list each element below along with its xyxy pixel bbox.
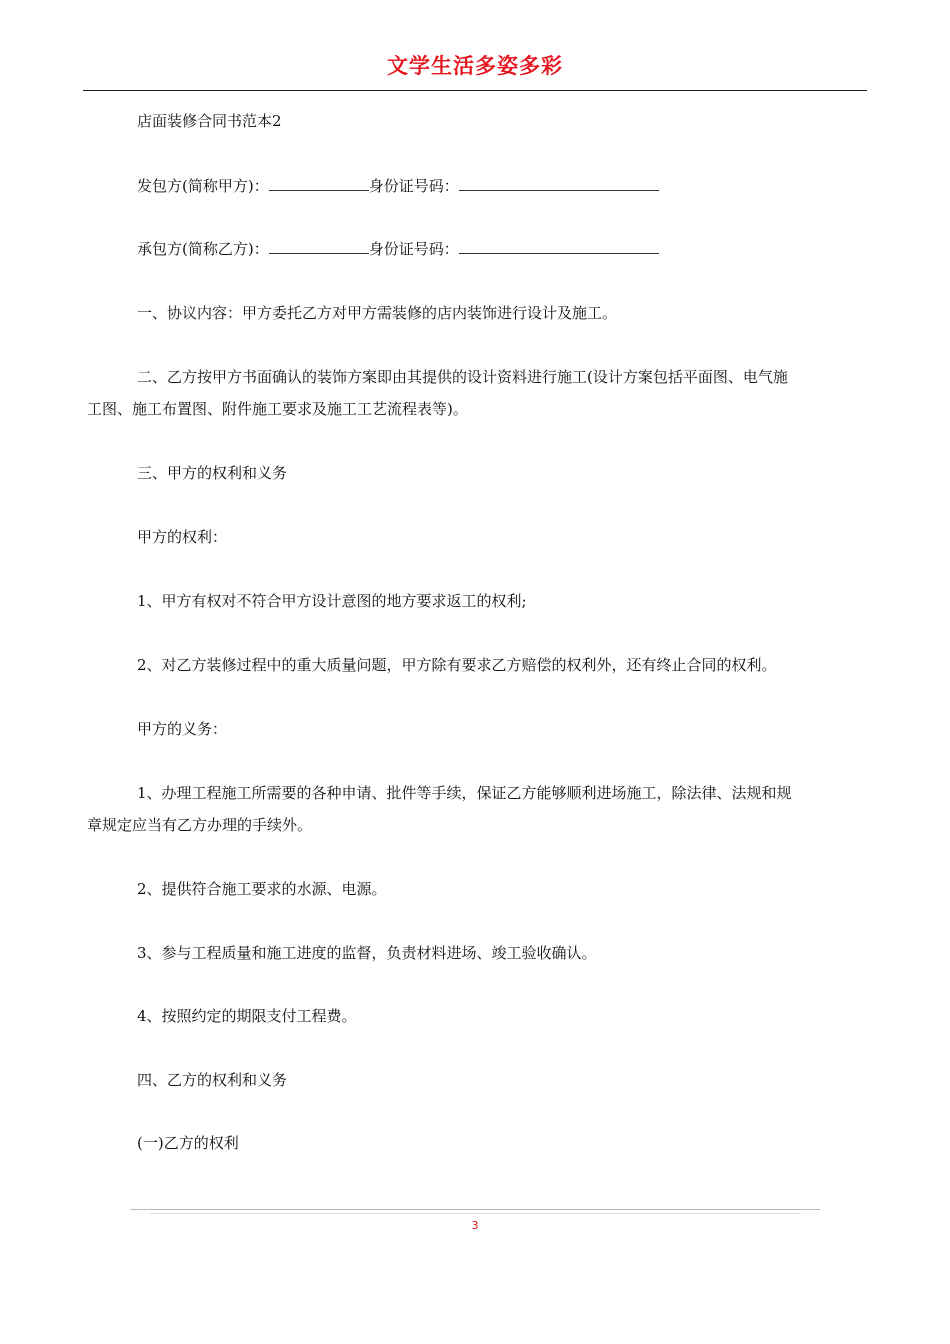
party-a-duty-2: 2、提供符合施工要求的水源、电源。 (137, 880, 387, 898)
party-b-line (137, 239, 659, 259)
party-a-duty-4: 4、按照约定的期限支付工程费。 (137, 1007, 357, 1025)
party-a-name-blank (269, 176, 369, 191)
party-b-name-blank (269, 239, 369, 254)
party-a-id-label: 身份证号码： (368, 177, 459, 195)
header-rule (83, 90, 867, 91)
page-number: 3 (471, 1219, 479, 1232)
party-a-right-1: 1、甲方有权对不符合甲方设计意图的地方要求返工的权利; (137, 592, 527, 610)
party-a-label: 发包方(简称甲方)： (137, 177, 269, 195)
party-a-duty-3: 3、参与工程质量和施工进度的监督，负责材料进场、竣工验收确认。 (137, 944, 597, 962)
party-a-duty-1-line-2: 章规定应当有乙方办理的手续外。 (87, 816, 313, 834)
paragraph-2-line-2: 工图、施工布置图、附件施工要求及施工工艺流程表等)。 (87, 400, 468, 418)
section-4-heading: 四、乙方的权利和义务 (137, 1071, 288, 1089)
party-a-duty-1-line-1: 1、办理工程施工所需要的各种申请、批件等手续，保证乙方能够顺利进场施工，除法律、法规和规 (137, 784, 792, 802)
party-a-id-blank (459, 176, 659, 191)
section-3-heading: 三、甲方的权利和义务 (137, 464, 288, 482)
document-title: 店面装修合同书范本2 (137, 112, 282, 130)
party-b-id-label: 身份证号码： (368, 240, 459, 258)
footer-rule (130, 1209, 820, 1210)
party-a-duties-heading: 甲方的义务： (137, 720, 228, 738)
footer-rule-secondary (150, 1213, 800, 1214)
party-a-line (137, 176, 659, 196)
paragraph-2-line-1: 二、乙方按甲方书面确认的装饰方案即由其提供的设计资料进行施工(设计方案包括平面图、电气施 (137, 368, 788, 386)
section-4-1-heading: (一)乙方的权利 (137, 1134, 239, 1152)
party-b-label: 承包方(简称乙方)： (137, 240, 269, 258)
page-header-title: 文学生活多姿多彩 (387, 54, 563, 78)
paragraph-1: 一、协议内容：甲方委托乙方对甲方需装修的店内装饰进行设计及施工。 (137, 304, 618, 322)
party-a-rights-heading: 甲方的权利： (137, 528, 228, 546)
party-b-id-blank (459, 239, 659, 254)
party-a-right-2: 2、对乙方装修过程中的重大质量问题，甲方除有要求乙方赔偿的权利外，还有终止合同的权利。 (137, 656, 777, 674)
